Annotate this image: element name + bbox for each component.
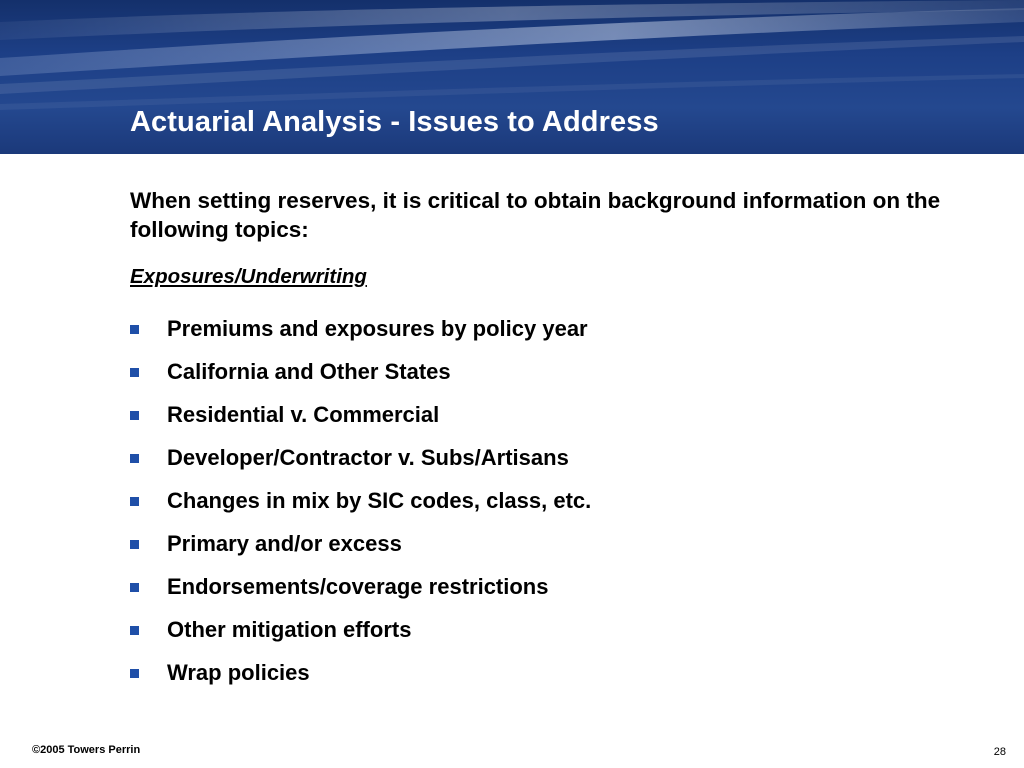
section-heading: Exposures/Underwriting [130,265,367,288]
square-bullet-icon [130,669,139,678]
bullet-list [130,308,591,695]
list-item [130,394,591,437]
list-item [130,351,591,394]
list-item [130,566,591,609]
square-bullet-icon [130,540,139,549]
bullet-text: Primary and/or excess [167,530,402,556]
square-bullet-icon [130,454,139,463]
square-bullet-icon [130,583,139,592]
list-item [130,523,591,566]
square-bullet-icon [130,497,139,506]
bullet-text: Premiums and exposures by policy year [167,315,588,341]
square-bullet-icon [130,368,139,377]
square-bullet-icon [130,325,139,334]
list-item [130,437,591,480]
header-banner [0,0,1024,154]
page-number: 28 [993,746,1006,758]
slide-title: Actuarial Analysis - Issues to Address [130,106,659,138]
bullet-text: Endorsements/coverage restrictions [167,573,549,599]
bullet-text: Wrap policies [167,659,310,685]
square-bullet-icon [130,411,139,420]
bullet-text: Developer/Contractor v. Subs/Artisans [167,444,569,470]
square-bullet-icon [130,626,139,635]
bullet-text: Residential v. Commercial [167,401,440,427]
list-item [130,652,591,695]
intro-paragraph: When setting reserves, it is critical to obtain background information on the following topics: [130,188,941,242]
bullet-text: California and Other States [167,358,451,384]
list-item [130,308,591,351]
copyright-footer: ©2005 Towers Perrin [32,744,141,756]
list-item [130,609,591,652]
bullet-text: Changes in mix by SIC codes, class, etc. [167,487,592,513]
list-item [130,480,591,523]
bullet-text: Other mitigation efforts [167,616,412,642]
